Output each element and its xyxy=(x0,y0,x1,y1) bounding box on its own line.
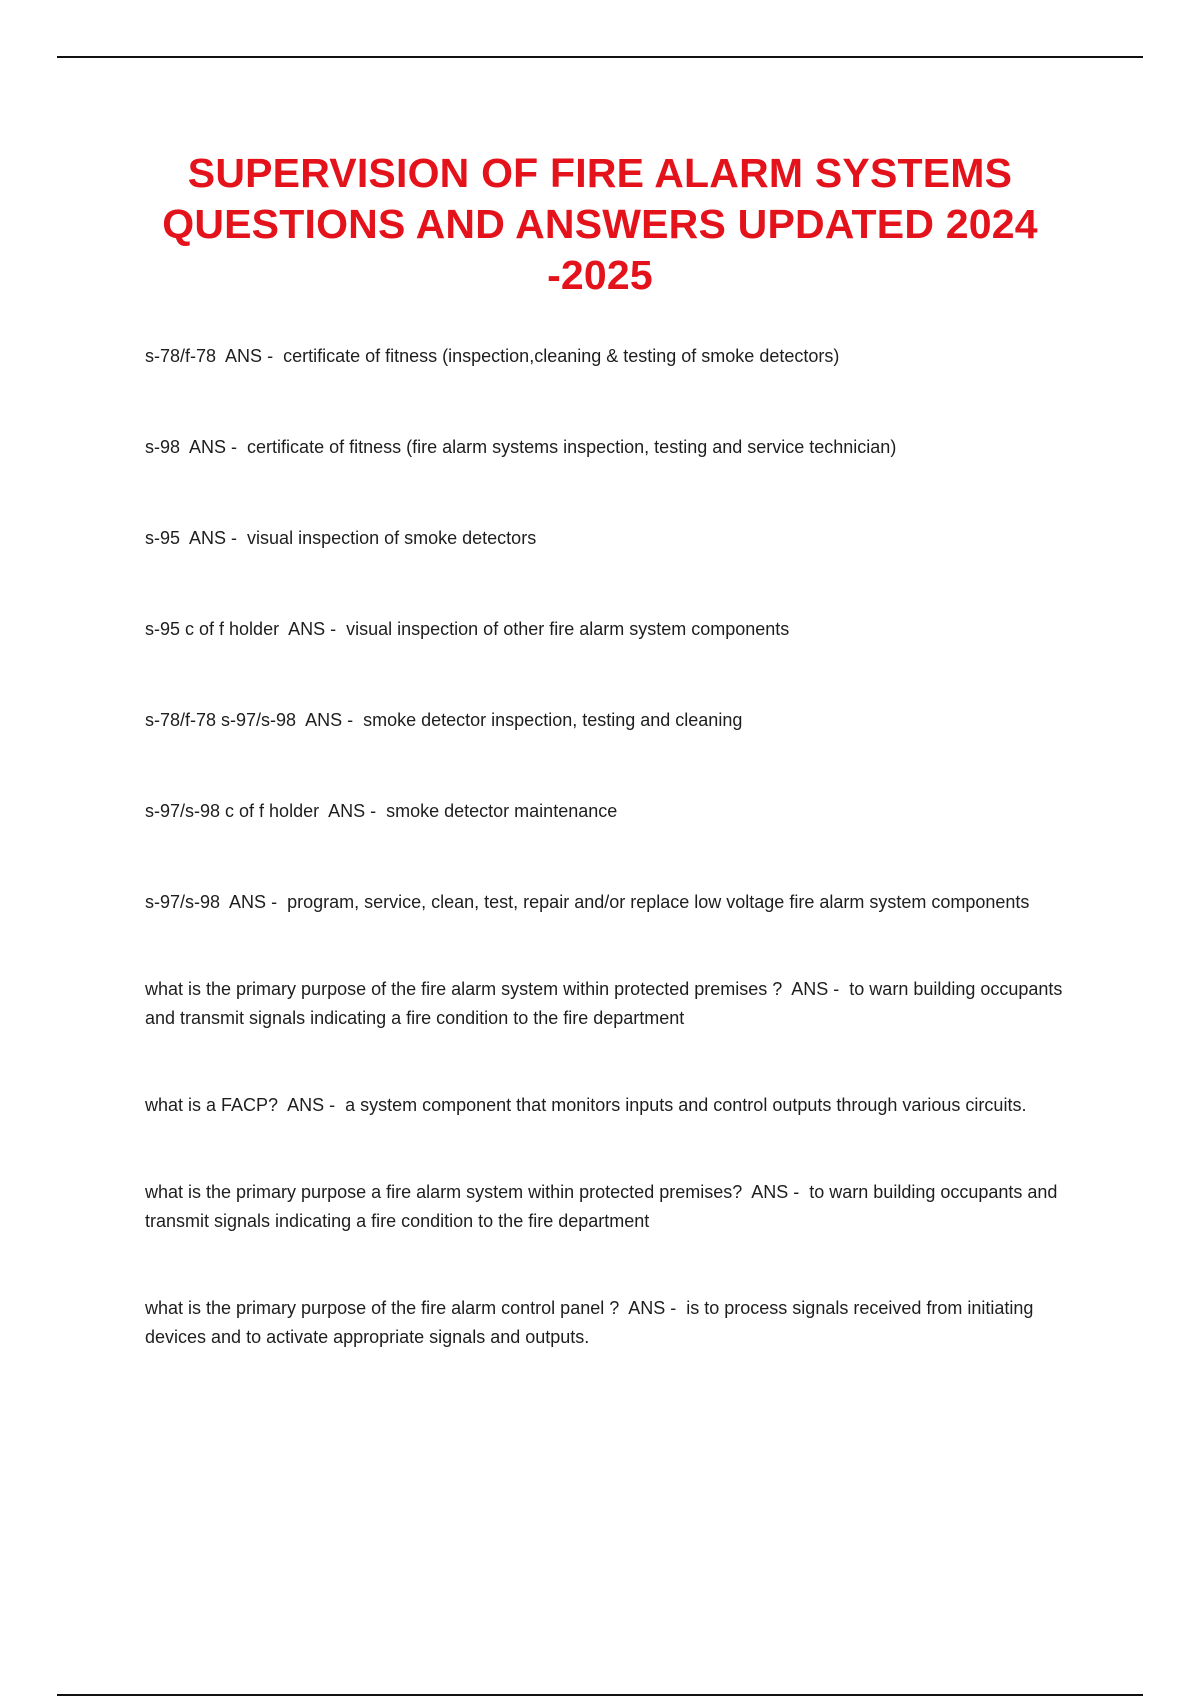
answer-text: a system component that monitors inputs and control outputs through various circuits. xyxy=(345,1095,1027,1115)
answer-text: certificate of fitness (fire alarm systems inspection, testing and service technician) xyxy=(247,437,897,457)
answer-text: is to process signals received from initiating devices and to activate appropriate signals and outputs. xyxy=(145,1298,1039,1347)
top-rule xyxy=(57,56,1143,58)
question-text: s-95 c of f holder xyxy=(145,619,280,639)
question-text: what is a FACP? xyxy=(145,1095,279,1115)
answer-separator: ANS - xyxy=(216,346,284,366)
answer-separator: ANS - xyxy=(180,437,248,457)
question-text: s-97/s-98 c of f holder xyxy=(145,801,320,821)
question-text: s-78/f-78 xyxy=(145,346,217,366)
answer-text: to warn building occupants and transmit signals indicating a fire condition to the fire department xyxy=(145,1182,1063,1231)
question-text: s-98 xyxy=(145,437,181,457)
answer-separator: ANS - xyxy=(782,979,850,999)
answer-text: visual inspection of other fire alarm system components xyxy=(346,619,790,639)
answer-text: certificate of fitness (inspection,cleaning & testing of smoke detectors) xyxy=(283,346,840,366)
answer-separator: ANS - xyxy=(279,619,347,639)
answer-separator: ANS - xyxy=(619,1298,687,1318)
answer-separator: ANS - xyxy=(742,1182,810,1202)
bottom-rule xyxy=(57,1694,1143,1696)
answer-separator: ANS - xyxy=(296,710,364,730)
document-title: SUPERVISION OF FIRE ALARM SYSTEMS QUESTIONS AND ANSWERS UPDATED 2024 -2025 xyxy=(162,150,1038,298)
qa-item xyxy=(145,615,1080,644)
answer-separator: ANS - xyxy=(180,528,248,548)
qa-item xyxy=(145,797,1080,826)
question-text: s-97/s-98 xyxy=(145,892,221,912)
answer-text: to warn building occupants and transmit signals indicating a fire condition to the fire department xyxy=(145,979,1068,1028)
answer-text: program, service, clean, test, repair and/or replace low voltage fire alarm system components xyxy=(287,892,1030,912)
question-text: what is the primary purpose of the fire alarm system within protected premises ? xyxy=(145,979,783,999)
qa-item xyxy=(145,975,1080,1033)
question-text: s-95 xyxy=(145,528,181,548)
answer-separator: ANS - xyxy=(319,801,387,821)
qa-item xyxy=(145,1294,1080,1352)
answer-text: smoke detector inspection, testing and cleaning xyxy=(363,710,743,730)
qa-item xyxy=(145,888,1080,917)
question-text: what is the primary purpose of the fire alarm control panel ? xyxy=(145,1298,620,1318)
qa-item xyxy=(145,1178,1080,1236)
qa-item xyxy=(145,706,1080,735)
answer-text: smoke detector maintenance xyxy=(386,801,618,821)
answer-separator: ANS - xyxy=(278,1095,346,1115)
qa-item xyxy=(145,1091,1080,1120)
qa-list xyxy=(145,342,1080,1410)
qa-item xyxy=(145,342,1080,371)
answer-separator: ANS - xyxy=(220,892,288,912)
question-text: what is the primary purpose a fire alarm system within protected premises? xyxy=(145,1182,743,1202)
qa-item xyxy=(145,524,1080,553)
qa-item xyxy=(145,433,1080,462)
answer-text: visual inspection of smoke detectors xyxy=(247,528,537,548)
question-text: s-78/f-78 s-97/s-98 xyxy=(145,710,297,730)
